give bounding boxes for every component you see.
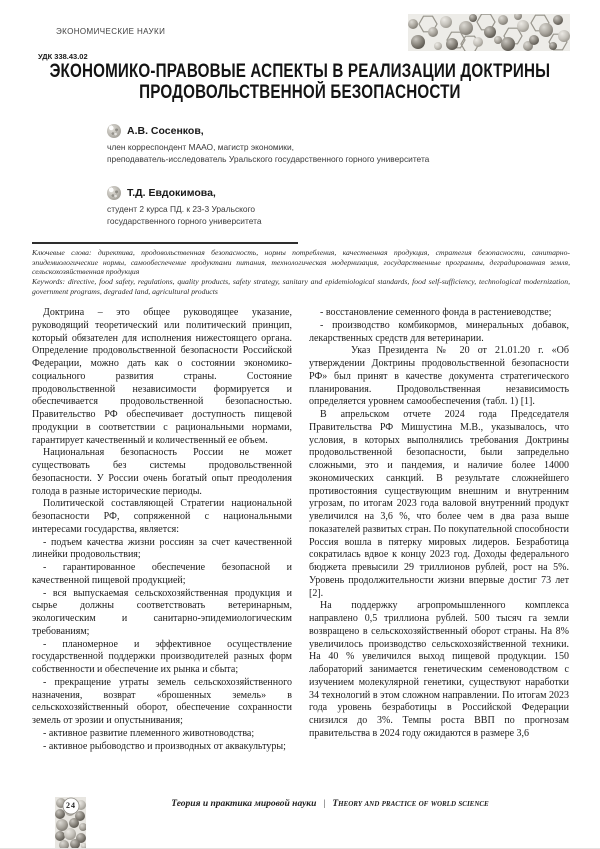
list-item: - подъем качества жизни россиян за счет качественной линейки продовольствия; [32,536,292,561]
sphere-bullet-icon [107,186,121,200]
list-item: - производство комбикормов, минеральных добавок, лекарственных средств для ветеринарии. [309,319,569,344]
paragraph: В апрельском отчете 2024 года Председателя Правительства РФ Мишустина М.В., указывалось, что условия, в которых выполнялись требования Доктрины продовольственной безопасности, были запредельно сложными, это и пандемия, и наличие более 14000 экономических санкций. В результате сложнейшего противостояния существующим внешним и внутренним угрозам, по итогам 2023 года валовой внутренний продукт увеличился на 3,6 %, что более чем в два раза выше показателей развитых стран. По покупательной способности Россия вошла в пятерку мировых лидеров. Безработица сократилась вдвое к концу 2023 год. Доходы федерального бюджета превысили 29 триллионов рублей, рост на 5%. Уровень продолжительности жизни впервые достиг 73 лет [2]. [309,409,569,599]
paragraph: На поддержку агропромышленного комплекса направлено 0,5 триллиона рублей. 500 тысяч га земли возвращено в сельскохозяйственный оборот страны. На 8% увеличилось производство сельскохозяйственной техники. На 40 % увеличился выход пищевой продукции. 150 лабораторий занимается генетическим семеноводством с изучением молекулярной генетики, существуют наработки 34 технологий в этом сложном направлении. По итогам 2023 года уровень безработицы в Российской Федерации снизился до 3%. Темпы роста ВВП по прогнозам правительства в 2024 году ожидаются в размере 3,6 [309,600,569,739]
footer-divider: | [323,799,326,809]
list-item: - гарантированное обеспечение безопасной и качественной пищевой продукцией; [32,562,292,586]
page-number: 24 [66,801,76,810]
molecule-banner-image [408,14,570,51]
paragraph: Доктрина – это общее руководящее указание, руководящий теоретический или политический принцип, который обязателен для исполнения нижестоящего органа. Определение продовольственной безопасности Российской Федерации, можно дать как о состоянии экономико-социального развития страны. Состояние продовольственной независимости формируется и обеспечивается продовольственной безопасностью. Правительство РФ обеспечивает доступность пищевой продукции в соответствии с рациональными нормами, гарантирует качественный и количественный ее объем. [32,307,292,446]
list-item: - вся выпускаемая сельскохозяйственная продукция и сырье должны соответствовать ветеринарным, экологическим и санитарно-эпидемиологическим требованиям; [32,587,292,637]
article-body [32,307,570,753]
author-block-2 [107,186,262,228]
molecule-banner-graphic [408,14,570,51]
list-item: - активное рыбоводство и производных от аквакультуры; [43,740,286,752]
section-label: ЭКОНОМИЧЕСКИЕ НАУКИ [56,27,166,36]
right-column [309,307,569,753]
article-title-line2: ПРОДОВОЛЬСТВЕННОЙ БЕЗОПАСНОСТИ [139,82,461,103]
author-affiliation: студент 2 курса ПД. к 23-3 Уральского государственного горного университета [107,204,262,226]
journal-name-russian: Теория и практика мировой науки [171,799,317,809]
udc-code: УДК 338.43.02 [38,52,88,61]
list-item: - восстановление семенного фонда в растениеводстве; [320,307,552,318]
author-block-1 [107,124,429,166]
left-column [32,307,292,753]
list-item: - активное развитие племенного животноводства; [43,727,255,739]
paragraph: Указ Президента № 20 от 21.01.20 г. «Об утверждении Доктрины продовольственной безопасности РФ» был принят в качестве документа стратегического планирования. Продовольственная независимость определяется уровнем самообеспечения (табл. 1) [1]. [309,345,569,408]
paragraph: Политической составляющей Стратегии национальной безопасности РФ, сопряженной с национальными интересами государства, является: [32,498,292,535]
list-item: - прекращение утраты земель сельскохозяйственного назначения, возврат «брошенных земель» в сельскохозяйственный оборот, обеспечение сохранности земель от эрозии и опустынивания; [32,676,292,726]
keywords-english: Keywords: directive, food safety, regulations, quality products, safety strategy, sanitary and epidemiological standards, food self-sufficiency, technological modernization, government programs, degraded land, agricultural products [32,277,570,296]
keywords-block [32,248,570,297]
list-item: - планомерное и эффективное осуществление государственной поддержки производителей разных форм собственности и обеспечение их рынка и сбыта; [32,638,292,675]
author-affiliation: член корреспондент МААО, магистр экономики, преподаватель-исследователь Уральского государственного горного университета [107,142,430,164]
author-name: Т.Д. Евдокимова, [127,187,216,199]
author-name: А.В. Сосенков, [127,125,204,137]
article-title [0,61,600,103]
journal-name-english: Theory and practice of world science [332,799,489,809]
sphere-bullet-icon [107,124,121,138]
keywords-russian: Ключевые слова: директива, продовольственная безопасность, нормы потребления, качественная продукция, стратегия безопасности, санитарно-эпидемиологические нормы, самообеспечение продуктами питания, технологическая модернизация, государственные программы, деградированная земля, сельскохозяйственная продукция [32,248,570,277]
article-title-line1: ЭКОНОМИКО-ПРАВОВЫЕ АСПЕКТЫ В РЕАЛИЗАЦИИ ДОКТРИНЫ [49,61,551,82]
journal-footer [60,799,600,809]
paragraph: Национальная безопасность России не может существовать без системы продовольственной безопасности. У России очень богатый опыт преодоления голода в разные исторические периоды. [32,447,292,497]
keywords-divider-rule [32,242,298,244]
